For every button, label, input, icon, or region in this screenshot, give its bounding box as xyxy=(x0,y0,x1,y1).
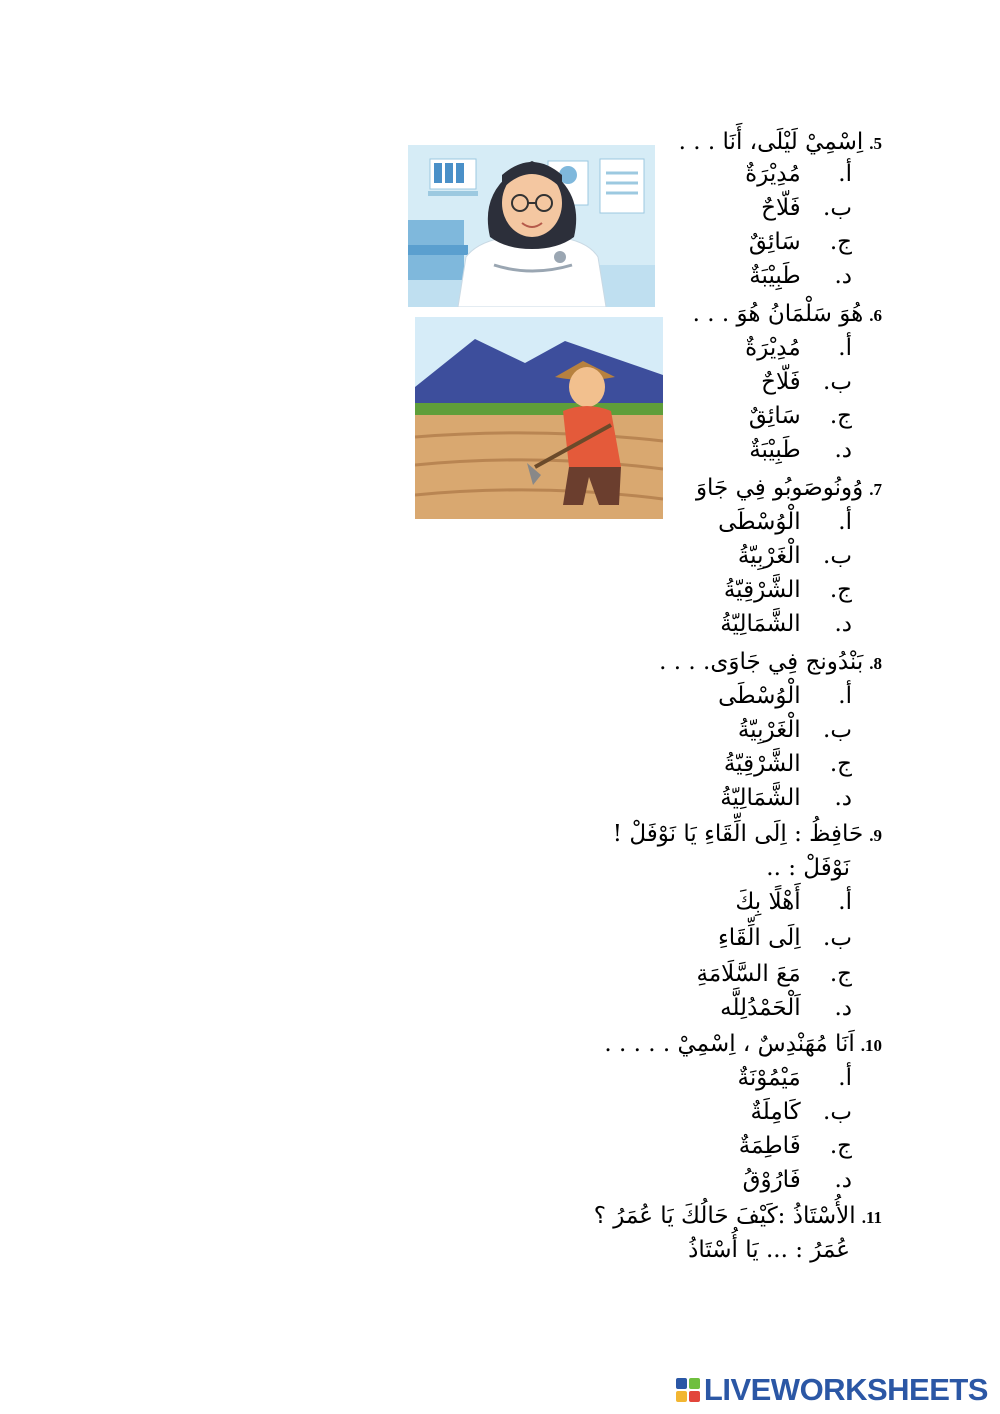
option-a[interactable] xyxy=(745,158,852,190)
option-label: أ. xyxy=(838,161,852,187)
option-b[interactable] xyxy=(738,540,852,572)
option-text: الْغَرْبِيّةُ xyxy=(737,717,801,743)
option-text: مَيْمُوْنَةٌ xyxy=(737,1065,801,1091)
option-d[interactable] xyxy=(749,260,852,292)
option-label: ب. xyxy=(823,1099,852,1125)
option-text: الْغَرْبِيّةُ xyxy=(737,543,801,569)
option-label: ج. xyxy=(829,229,852,255)
option-a[interactable] xyxy=(738,1062,852,1094)
option-d[interactable] xyxy=(749,434,852,466)
question-10 xyxy=(604,1028,882,1062)
option-text: الشَّرْقِيّةُ xyxy=(723,751,801,777)
option-label: د. xyxy=(834,1167,852,1193)
question-11 xyxy=(594,1200,882,1234)
option-text: أَهْلًا بِكَ xyxy=(735,889,801,915)
option-text: مُدِيْرَةٌ xyxy=(745,335,801,361)
question-9 xyxy=(613,818,882,852)
option-c[interactable] xyxy=(697,958,852,990)
question-9-line2: نَوْفَلْ : .. xyxy=(766,855,850,881)
option-label: أ. xyxy=(838,683,852,709)
option-label: ج. xyxy=(829,961,852,987)
question-number: 7. xyxy=(869,480,882,499)
option-text: الشَّمَالِيّةُ xyxy=(720,785,801,811)
option-label: د. xyxy=(834,263,852,289)
option-text: سَائِقٌ xyxy=(748,229,801,255)
option-a[interactable] xyxy=(718,506,852,538)
option-text: الشَّرْقِيّةُ xyxy=(723,577,801,603)
option-text: اَلْحَمْدُلِلَّه xyxy=(720,995,801,1021)
option-label: أ. xyxy=(838,889,852,915)
option-label: ب. xyxy=(823,543,852,569)
option-d[interactable] xyxy=(720,782,852,814)
option-text: طَبِيْبَةٌ xyxy=(749,263,801,289)
option-text: فَلّاحٌ xyxy=(761,195,801,221)
option-label: أ. xyxy=(838,335,852,361)
option-c[interactable] xyxy=(724,748,852,780)
question-text: بَنْدُونج فِي جَاوَى. . . . xyxy=(659,649,864,675)
option-a[interactable] xyxy=(718,680,852,712)
option-text: طَبِيْبَةٌ xyxy=(749,437,801,463)
option-b[interactable] xyxy=(738,714,852,746)
option-label: أ. xyxy=(838,1065,852,1091)
option-b[interactable] xyxy=(761,192,852,224)
option-text: اِلَى الِّقَاءِ xyxy=(717,925,801,951)
option-b[interactable] xyxy=(761,366,852,398)
question-text: اِسْمِيْ لَيْلَى، أَنَا . . . xyxy=(678,129,864,155)
question-number: 9. xyxy=(869,826,882,845)
option-label: ب. xyxy=(823,369,852,395)
option-label: ج. xyxy=(829,577,852,603)
option-c[interactable] xyxy=(749,226,852,258)
option-text: مُدِيْرَةٌ xyxy=(745,161,801,187)
option-text: سَائِقٌ xyxy=(748,403,801,429)
option-text: كَامِلَةٌ xyxy=(750,1099,801,1125)
option-a[interactable] xyxy=(735,886,852,918)
option-c[interactable] xyxy=(739,1130,852,1162)
option-label: د. xyxy=(834,785,852,811)
option-c[interactable] xyxy=(724,574,852,606)
option-label: د. xyxy=(834,437,852,463)
option-text: الْوُسْطَى xyxy=(718,683,801,709)
option-label: ج. xyxy=(829,751,852,777)
question-text: اَنَا مُهَنْدِسٌ ، اِسْمِيْ . . . . . xyxy=(604,1031,855,1057)
option-text: فَلّاحٌ xyxy=(761,369,801,395)
question-6 xyxy=(693,298,882,332)
question-text: هُوَ سَلْمَانُ هُوَ . . . xyxy=(692,301,864,327)
option-b[interactable] xyxy=(718,922,852,954)
question-number: 11. xyxy=(861,1208,882,1227)
liveworksheets-logo xyxy=(676,1372,988,1408)
option-text: فَاطِمَةٌ xyxy=(738,1133,801,1159)
logo-text: LIVEWORKSHEETS xyxy=(703,1372,988,1407)
option-a[interactable] xyxy=(745,332,852,364)
option-label: د. xyxy=(834,611,852,637)
question-number: 6. xyxy=(869,306,882,325)
option-text: مَعَ السَّلَامَةِ xyxy=(696,961,801,987)
question-8 xyxy=(659,646,882,680)
question-text: حَافِظُ : اِلَى الِّقَاءِ يَا نَوْفَلْ ! xyxy=(612,821,864,847)
option-label: ج. xyxy=(829,403,852,429)
logo-squares-icon xyxy=(676,1378,700,1402)
option-text: الشَّمَالِيّةُ xyxy=(720,611,801,637)
option-text: فَارُوْقُ xyxy=(742,1167,801,1193)
option-label: ب. xyxy=(823,925,852,951)
option-d[interactable] xyxy=(720,608,852,640)
doctor-illustration xyxy=(408,145,655,307)
option-label: ب. xyxy=(823,717,852,743)
question-11-line2: عُمَرُ : ... يَا أُسْتَاذُ xyxy=(688,1237,850,1263)
question-5 xyxy=(679,126,882,160)
farmer-illustration xyxy=(415,317,663,519)
option-label: أ. xyxy=(838,509,852,535)
question-number: 8. xyxy=(869,654,882,673)
option-d[interactable] xyxy=(743,1164,852,1196)
option-text: الْوُسْطَى xyxy=(718,509,801,535)
option-label: ب. xyxy=(823,195,852,221)
question-number: 5. xyxy=(869,134,882,153)
option-d[interactable] xyxy=(720,992,852,1024)
question-number: 10. xyxy=(860,1036,882,1055)
option-b[interactable] xyxy=(750,1096,852,1128)
option-label: د. xyxy=(834,995,852,1021)
question-7 xyxy=(696,472,882,506)
question-text: وُونُوصَوبُو فِي جَاوَ xyxy=(695,475,864,501)
question-text: الأُسْتَاذُ :كَيْفَ حَالُكَ يَا عُمَرُ ؟ xyxy=(593,1203,856,1229)
option-c[interactable] xyxy=(749,400,852,432)
option-label: ج. xyxy=(829,1133,852,1159)
